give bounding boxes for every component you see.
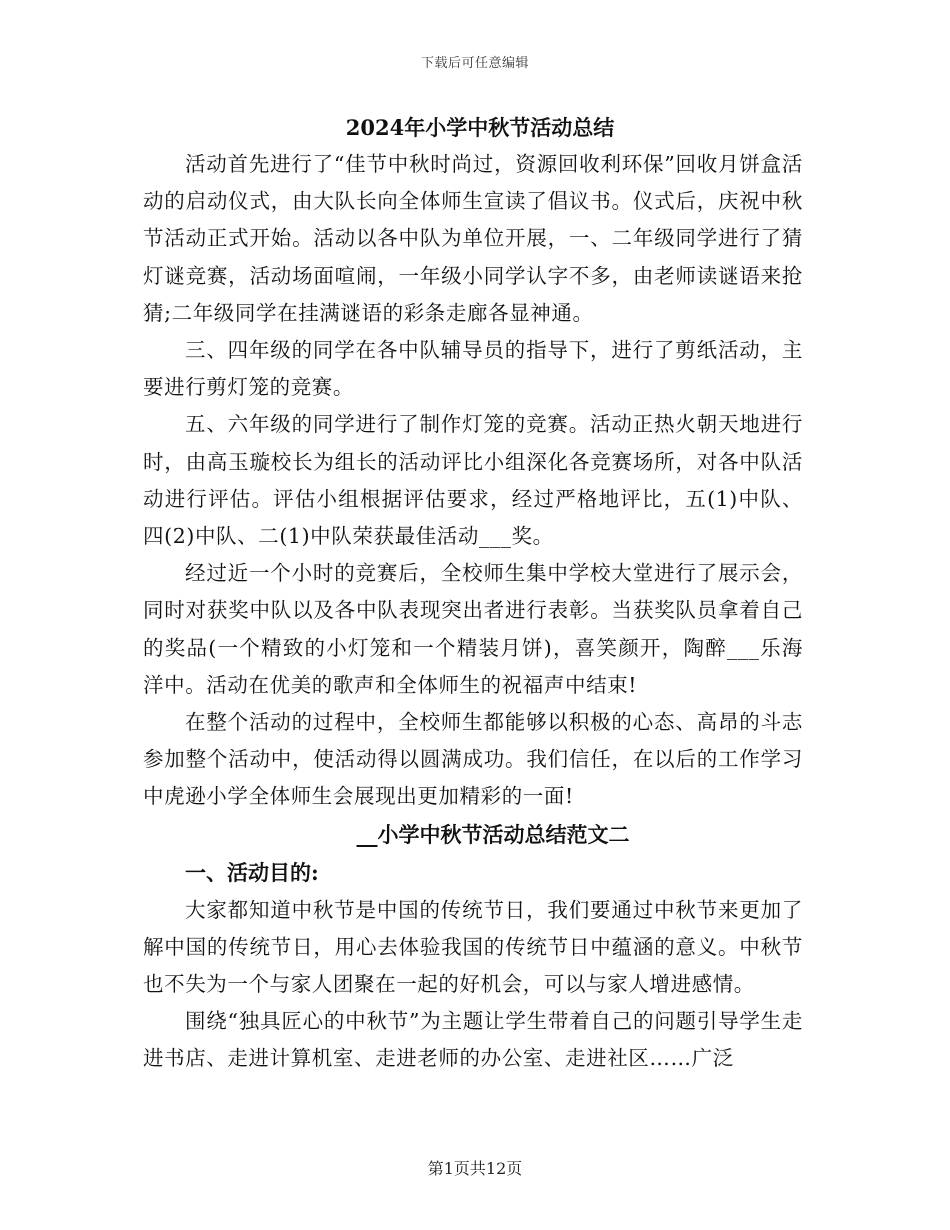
document-title: 2024年小学中秋节活动总结 [345, 115, 615, 140]
paragraph-5: 在整个活动的过程中，全校师生都能够以积极的心态、高昂的斗志参加整个活动中，使活动得以圆满成功。我们信任，在以后的工作学习中虎逊小学全体师生会展现出更加精彩的一面! [143, 710, 803, 809]
paragraph-1: 活动首先进行了“佳节中秋时尚过，资源回收利环保”回收月饼盒活动的启动仪式，由大队长向全体师生宣读了倡议书。仪式后，庆祝中秋节活动正式开始。活动以各中队为单位开展，一、二年级同学进行了猜灯谜竞赛，活动场面喧闹，一年级小同学认字不多，由老师读谜语来抢猜;二年级同学在挂满谜语的彩条走廊各显神通。 [143, 152, 803, 325]
header-note: 下载后可任意编辑 [420, 56, 529, 71]
document-subtitle: __小学中秋节活动总结范文二 [356, 821, 630, 847]
paragraph-2: 三、四年级的同学在各中队辅导员的指导下，进行了剪纸活动，主要进行剪灯笼的竞赛。 [143, 338, 803, 400]
document-body [143, 110, 803, 1078]
section-heading: 一、活动目的: [185, 859, 319, 885]
section-paragraph-1: 大家都知道中秋节是中国的传统节日，我们要通过中秋节来更加了解中国的传统节日，用心去体验我国的传统节日中蕴涵的意义。中秋节也不失为一个与家人团聚在一起的好机会，可以与家人增进感情。 [143, 897, 803, 997]
paragraph-4: 经过近一个小时的竞赛后，全校师生集中学校大堂进行了展示会，同时对获奖中队以及各中队表现突出者进行表彰。当获奖队员拿着自己的奖品(一个精致的小灯笼和一个精装月饼)，喜笑颜开，陶醉___乐海洋中。活动在优美的歌声和全体师生的祝福声中结束! [143, 561, 803, 697]
page-footer: 第1页共12页 [427, 1159, 523, 1178]
paragraph-3: 五、六年级的同学进行了制作灯笼的竞赛。活动正热火朝天地进行时，由高玉璇校长为组长的活动评比小组深化各竞赛场所，对各中队活动进行评估。评估小组根据评估要求，经过严格地评比，五(1)中队、四(2)中队、二(1)中队荣获最佳活动___奖。 [143, 412, 803, 549]
section-paragraph-2: 围绕“独具匠心的中秋节”为主题让学生带着自己的问题引导学生走进书店、走进计算机室、走进老师的办公室、走进社区……广泛 [143, 1009, 803, 1071]
